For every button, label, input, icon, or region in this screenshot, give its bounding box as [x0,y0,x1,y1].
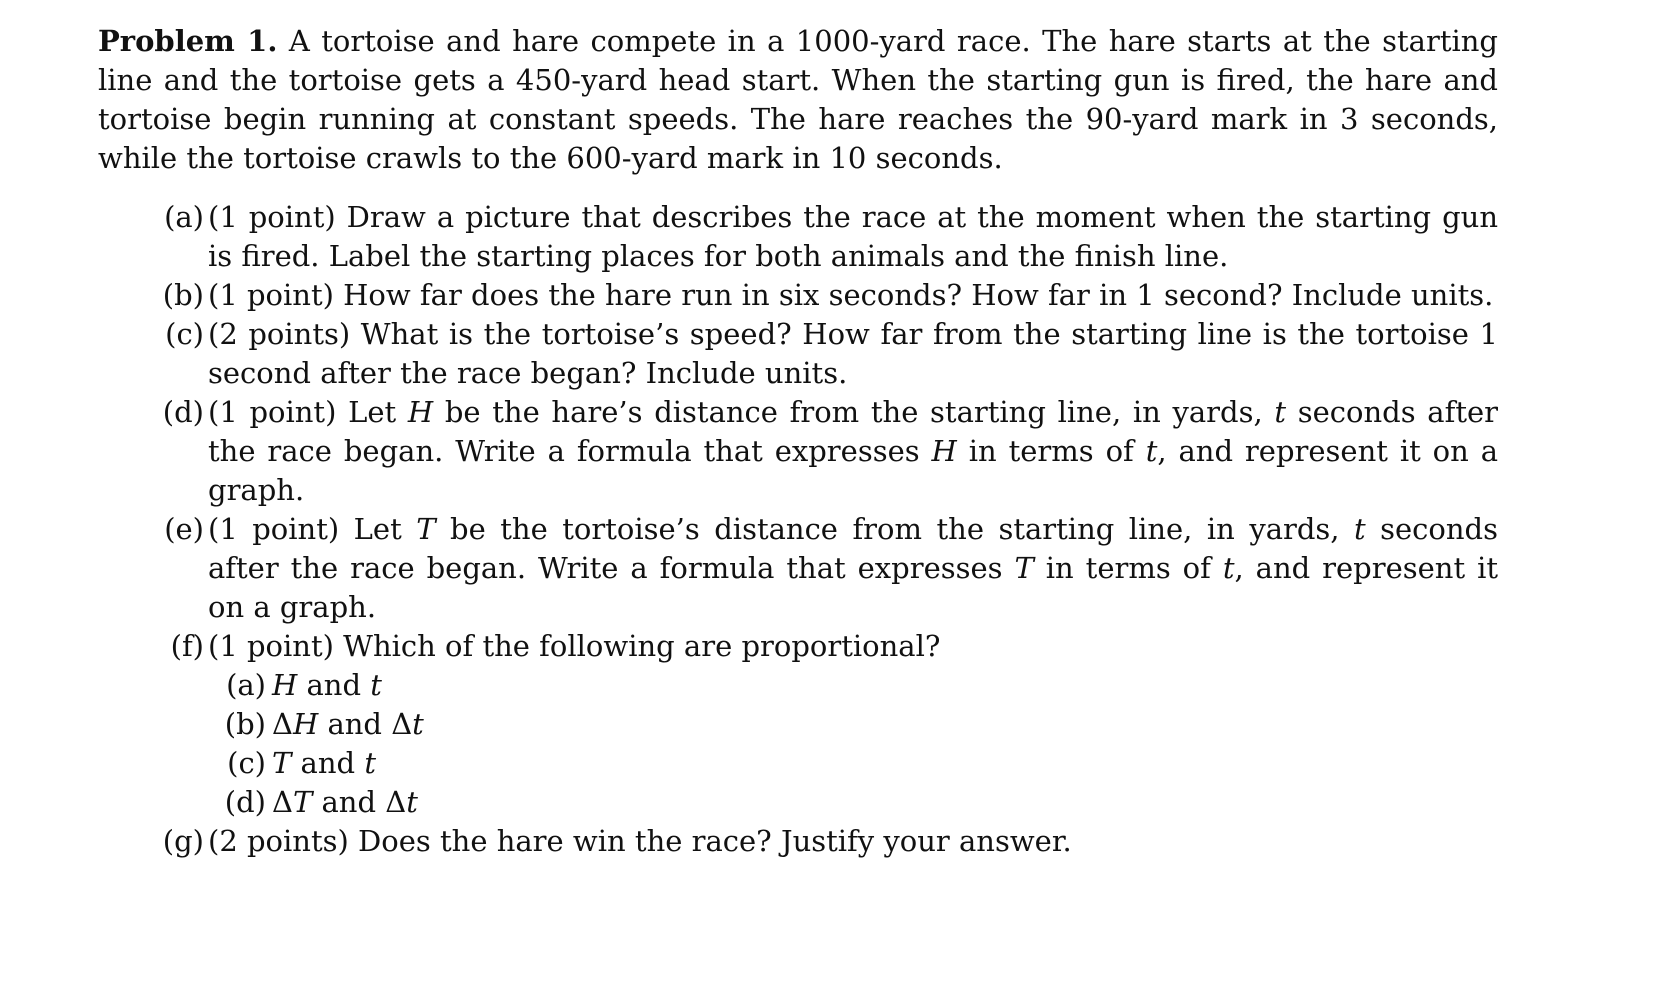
math-var-T: T [292,785,313,819]
part-d-text-5: , and represent it on a graph. [208,434,1499,507]
part-e-text-2: be the tortoise’s distance from the starting line, in yards, [435,512,1354,546]
part-e-label: (e) [164,512,204,546]
math-var-H: H [292,707,319,741]
math-var-t: t [1222,551,1235,585]
math-var-t: t [370,668,382,702]
part-f-text: (1 point) Which of the following are proportional? [208,629,941,663]
part-f-options [208,666,1498,822]
math-var-t: t [406,785,418,819]
problem-label: Problem 1. [98,24,278,58]
option-d-label: (d) [224,785,266,819]
math-var-T: T [1014,551,1034,585]
part-a-label: (a) [164,200,204,234]
part-b-label: (b) [162,278,204,312]
math-var-t: t [1354,512,1366,546]
part-d-text-3: seconds after the race began. Write a formula that expresses [208,395,1499,468]
part-a-text: (1 point) Draw a picture that describes the race at the moment when the starting gun is fired. Label the starting places for both animals and the finish line. [208,200,1498,273]
part-g [98,822,1498,861]
part-b-text: (1 point) How far does the hare run in six seconds? How far in 1 second? Include units. [208,278,1494,312]
option-a-label: (a) [226,668,266,702]
option-b-label: (b) [224,707,266,741]
document-page [98,22,1498,861]
option-d-conjunction: and Δ [312,785,407,819]
part-g-text: (2 points) Does the hare win the race? Justify your answer. [208,824,1072,858]
problem-text: A tortoise and hare compete in a 1000-yard race. The hare starts at the starting line and the tortoise gets a 450-yard head start. When the starting gun is fired, the hare and tortoise begin running at constant speeds. The hare reaches the 90-yard mark in 3 seconds, while the tortoise crawls to the 600-yard mark in 10 seconds. [98,24,1498,175]
option-a [208,666,1498,705]
part-e-text [208,510,1498,627]
part-d [98,393,1498,510]
part-f-label: (f) [170,629,204,663]
option-c-label: (c) [227,746,266,780]
part-c [98,315,1498,393]
part-e [98,510,1498,627]
part-c-label: (c) [165,317,204,351]
part-a [98,198,1498,276]
math-var-t: t [412,707,424,741]
part-f [98,627,1498,822]
option-b-conjunction: and Δ [318,707,413,741]
part-g-label: (g) [162,824,204,858]
option-d [208,783,1498,822]
math-var-t: t [1145,434,1158,468]
part-d-text-1: (1 point) Let [208,395,408,429]
option-c [208,744,1498,783]
part-d-label: (d) [162,395,204,429]
problem-statement [98,22,1498,178]
option-b [208,705,1498,744]
question-parts [98,198,1498,861]
math-var-t: t [1274,395,1287,429]
option-d-prefix: Δ [272,785,293,819]
math-var-H: H [272,668,298,702]
math-var-T: T [416,512,436,546]
part-c-text: (2 points) What is the tortoise’s speed? How far from the starting line is the tortoise 1 second after the race began? Include units. [208,317,1498,390]
option-a-conjunction: and [297,668,371,702]
part-b [98,276,1498,315]
part-e-text-3: seconds after the race began. Write a formula that expresses [208,512,1499,585]
math-var-t: t [364,746,376,780]
math-var-H: H [407,395,434,429]
part-e-text-4: in terms of [1033,551,1223,585]
part-d-text-2: be the hare’s distance from the starting line, in yards, [433,395,1275,429]
part-d-text [208,393,1498,510]
option-c-conjunction: and [291,746,365,780]
part-e-text-1: (1 point) Let [208,512,417,546]
part-e-text-5: , and represent it on a graph. [208,551,1498,624]
math-var-T: T [272,746,292,780]
option-b-prefix: Δ [272,707,293,741]
math-var-H: H [931,434,957,468]
part-d-text-4: in terms of [956,434,1146,468]
